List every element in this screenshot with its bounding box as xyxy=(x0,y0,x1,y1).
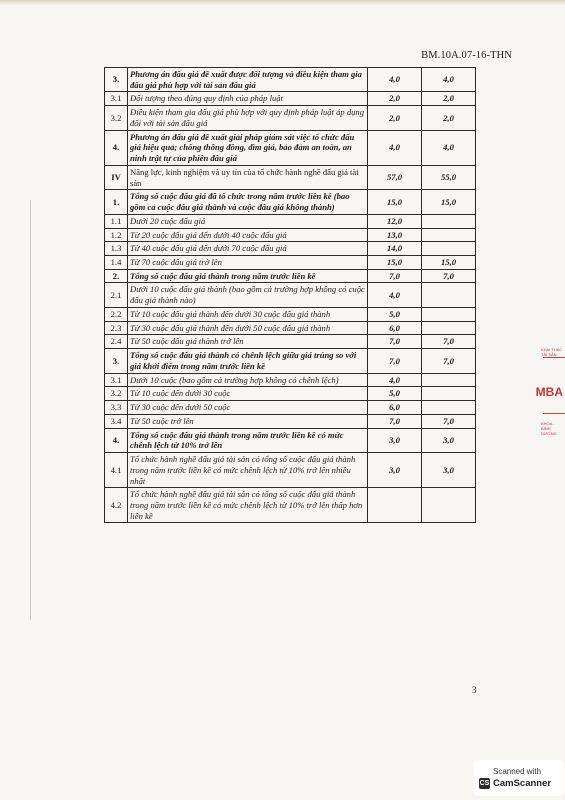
table-row xyxy=(105,256,476,270)
max-score: 7,0 xyxy=(368,269,422,283)
table-row xyxy=(105,269,476,283)
max-score: 3,0 xyxy=(368,428,422,452)
assigned-score xyxy=(422,387,476,401)
row-number: 3. xyxy=(105,349,128,373)
table-row xyxy=(105,106,476,130)
row-number: 3.4 xyxy=(105,414,128,428)
assigned-score xyxy=(422,242,476,256)
criterion-text: Từ 30 cuộc đến dưới 50 cuộc xyxy=(128,401,368,415)
row-number: 3.3 xyxy=(105,401,128,415)
table-row xyxy=(105,335,476,349)
assigned-score: 55,0 xyxy=(422,165,476,189)
table-row xyxy=(105,453,476,488)
row-number: 3.1 xyxy=(105,92,128,106)
row-number: IV xyxy=(105,165,128,189)
max-score: 4,0 xyxy=(368,68,422,92)
assigned-score: 7,0 xyxy=(422,349,476,373)
watermark-caption: Scanned with xyxy=(493,767,542,776)
table-row xyxy=(105,68,476,92)
watermark-brand: CamScanner xyxy=(493,778,552,789)
criterion-text: Tổng số cuộc đấu giá thành trong năm trước liền kề xyxy=(128,269,368,283)
criterion-text: Tổng số cuộc đấu giá đã tổ chức trong năm trước liền kề (bao gồm cả cuộc đấu giá thành và cuộc đấu giá không thành) xyxy=(128,190,368,214)
criterion-text: Từ 20 cuộc đấu giá đến dưới 40 cuộc đấu giá xyxy=(128,228,368,242)
table-row xyxy=(105,165,476,189)
red-stamp-fragment xyxy=(535,343,565,453)
assigned-score: 15,0 xyxy=(422,256,476,270)
stamp-bottom-text: KHOA - BÌNH DƯƠNG xyxy=(541,421,557,436)
criterion-text: Điều kiện tham gia đấu giá phù hợp với quy định pháp luật áp dụng đối với tài sản đấu giá xyxy=(128,106,368,130)
row-number: 1.3 xyxy=(105,242,128,256)
max-score: 15,0 xyxy=(368,190,422,214)
assigned-score: 15,0 xyxy=(422,190,476,214)
stamp-line-top xyxy=(543,357,565,358)
max-score: 15,0 xyxy=(368,256,422,270)
assigned-score: 4,0 xyxy=(422,68,476,92)
row-number: 3.2 xyxy=(105,387,128,401)
max-score: 5,0 xyxy=(368,387,422,401)
table-row xyxy=(105,428,476,452)
row-number: 4.1 xyxy=(105,453,128,488)
assigned-score: 3,0 xyxy=(422,453,476,488)
assigned-score xyxy=(422,214,476,228)
max-score: 6,0 xyxy=(368,321,422,335)
max-score: 3,0 xyxy=(368,453,422,488)
max-score: 7,0 xyxy=(368,349,422,373)
max-score: 14,0 xyxy=(368,242,422,256)
table-row xyxy=(105,92,476,106)
table-row xyxy=(105,242,476,256)
row-number: 2.1 xyxy=(105,283,128,307)
criterion-text: Năng lực, kinh nghiệm và uy tín của tổ chức hành nghề đấu giá tài sản xyxy=(128,165,368,189)
assigned-score: 2,0 xyxy=(422,106,476,130)
row-number: 1. xyxy=(105,190,128,214)
criterion-text: Tổ chức hành nghề đấu giá tài sản có tổng số cuộc đấu giá thành trong năm trước liền kề có mức chênh lệch từ 10% trở lên thấp hơn liền kề xyxy=(128,488,368,523)
criterion-text: Dưới 10 cuộc đấu giá thành (bao gồm cả trường hợp không có cuộc đấu giá thành nào) xyxy=(128,283,368,307)
row-number: 2.4 xyxy=(105,335,128,349)
assigned-score: 7,0 xyxy=(422,414,476,428)
assigned-score: 7,0 xyxy=(422,269,476,283)
row-number: 1.4 xyxy=(105,256,128,270)
table-row xyxy=(105,190,476,214)
max-score: 2,0 xyxy=(368,106,422,130)
assigned-score xyxy=(422,321,476,335)
criterion-text: Từ 50 cuộc trở lên xyxy=(128,414,368,428)
max-score: 13,0 xyxy=(368,228,422,242)
assigned-score xyxy=(422,283,476,307)
criterion-text: Từ 30 cuộc đấu giá thành đến dưới 50 cuộc đấu giá thành xyxy=(128,321,368,335)
criterion-text: Phương án đấu giá đề xuất được đối tượng và điều kiện tham gia đấu giá phù hợp với tài sản đấu giá xyxy=(128,68,368,92)
assigned-score: 2,0 xyxy=(422,92,476,106)
table-row xyxy=(105,401,476,415)
table-row xyxy=(105,321,476,335)
table-row xyxy=(105,214,476,228)
criterion-text: Đối tượng theo đúng quy định của pháp luật xyxy=(128,92,368,106)
camscanner-icon: CS xyxy=(479,780,490,787)
table-row xyxy=(105,387,476,401)
criterion-text: Tổng số cuộc đấu giá thành trong năm trước liền kề có mức chênh lệch từ 10% trở lên xyxy=(128,428,368,452)
table-row xyxy=(105,414,476,428)
criterion-text: Phương án đấu giá đề xuất giải pháp giám sát việc tổ chức đấu giá hiệu quả; chống thông đồng, dìm giá, bảo đảm an toàn, an ninh trật tự của phiên đấu giá xyxy=(128,130,368,165)
max-score: 7,0 xyxy=(368,414,422,428)
stamp-line-bottom xyxy=(543,413,565,414)
max-score: 12,0 xyxy=(368,214,422,228)
row-number: 4. xyxy=(105,428,128,452)
table-row xyxy=(105,283,476,307)
row-number: 2. xyxy=(105,269,128,283)
max-score: 2,0 xyxy=(368,92,422,106)
max-score: 57,0 xyxy=(368,165,422,189)
table-row xyxy=(105,373,476,387)
assigned-score: 3,0 xyxy=(422,428,476,452)
max-score: 5,0 xyxy=(368,307,422,321)
row-number: 1.1 xyxy=(105,214,128,228)
camscanner-watermark xyxy=(474,760,564,796)
binding-shadow xyxy=(30,200,31,620)
max-score: 4,0 xyxy=(368,130,422,165)
max-score: 4,0 xyxy=(368,373,422,387)
criterion-text: Tổng số cuộc đấu giá thành có chênh lệch giữa giá trúng so với giá khởi điểm trong năm trước liền kề xyxy=(128,349,368,373)
criterion-text: Từ 10 cuộc đến dưới 30 cuộc xyxy=(128,387,368,401)
assigned-score xyxy=(422,228,476,242)
max-score: 4,0 xyxy=(368,283,422,307)
row-number: 3. xyxy=(105,68,128,92)
criterion-text: Tổ chức hành nghề đấu giá tài sản có tổng số cuộc đấu giá thành trong năm trước liền kề có mức chênh lệch từ 10% trở lên nhiều nhất xyxy=(128,453,368,488)
row-number: 4. xyxy=(105,130,128,165)
assigned-score xyxy=(422,488,476,523)
criterion-text: Dưới 10 cuộc (bao gồm cả trường hợp không có chênh lệch) xyxy=(128,373,368,387)
row-number: 2.3 xyxy=(105,321,128,335)
assigned-score: 4,0 xyxy=(422,130,476,165)
page-top-edge xyxy=(0,0,565,5)
max-score: 6,0 xyxy=(368,401,422,415)
stamp-top-text: KHAI THÁC TÀI SẢN xyxy=(541,347,563,357)
assigned-score xyxy=(422,307,476,321)
scoring-table xyxy=(104,67,476,523)
row-number: 2.2 xyxy=(105,307,128,321)
criterion-text: Dưới 20 cuộc đấu giá xyxy=(128,214,368,228)
assigned-score xyxy=(422,373,476,387)
criterion-text: Từ 70 cuộc đấu giá trở lên xyxy=(128,256,368,270)
table-row xyxy=(105,307,476,321)
criterion-text: Từ 40 cuộc đấu giá đến dưới 70 cuộc đấu giá xyxy=(128,242,368,256)
assigned-score xyxy=(422,401,476,415)
row-number: 3.2 xyxy=(105,106,128,130)
row-number: 1.2 xyxy=(105,228,128,242)
table-row xyxy=(105,349,476,373)
stamp-mba-text: MBA xyxy=(535,385,563,399)
criterion-text: Từ 10 cuộc đấu giá thành đến dưới 30 cuộc đấu giá thành xyxy=(128,307,368,321)
row-number: 4.2 xyxy=(105,488,128,523)
page-number: 3 xyxy=(472,685,477,695)
document-code: BM.10A.07-16-THN xyxy=(421,50,512,61)
criterion-text: Từ 50 cuộc đấu giá thành trở lên xyxy=(128,335,368,349)
row-number: 3.1 xyxy=(105,373,128,387)
max-score: 7,0 xyxy=(368,335,422,349)
table-row xyxy=(105,228,476,242)
assigned-score: 7,0 xyxy=(422,335,476,349)
table-row xyxy=(105,488,476,523)
max-score xyxy=(368,488,422,523)
table-row xyxy=(105,130,476,165)
